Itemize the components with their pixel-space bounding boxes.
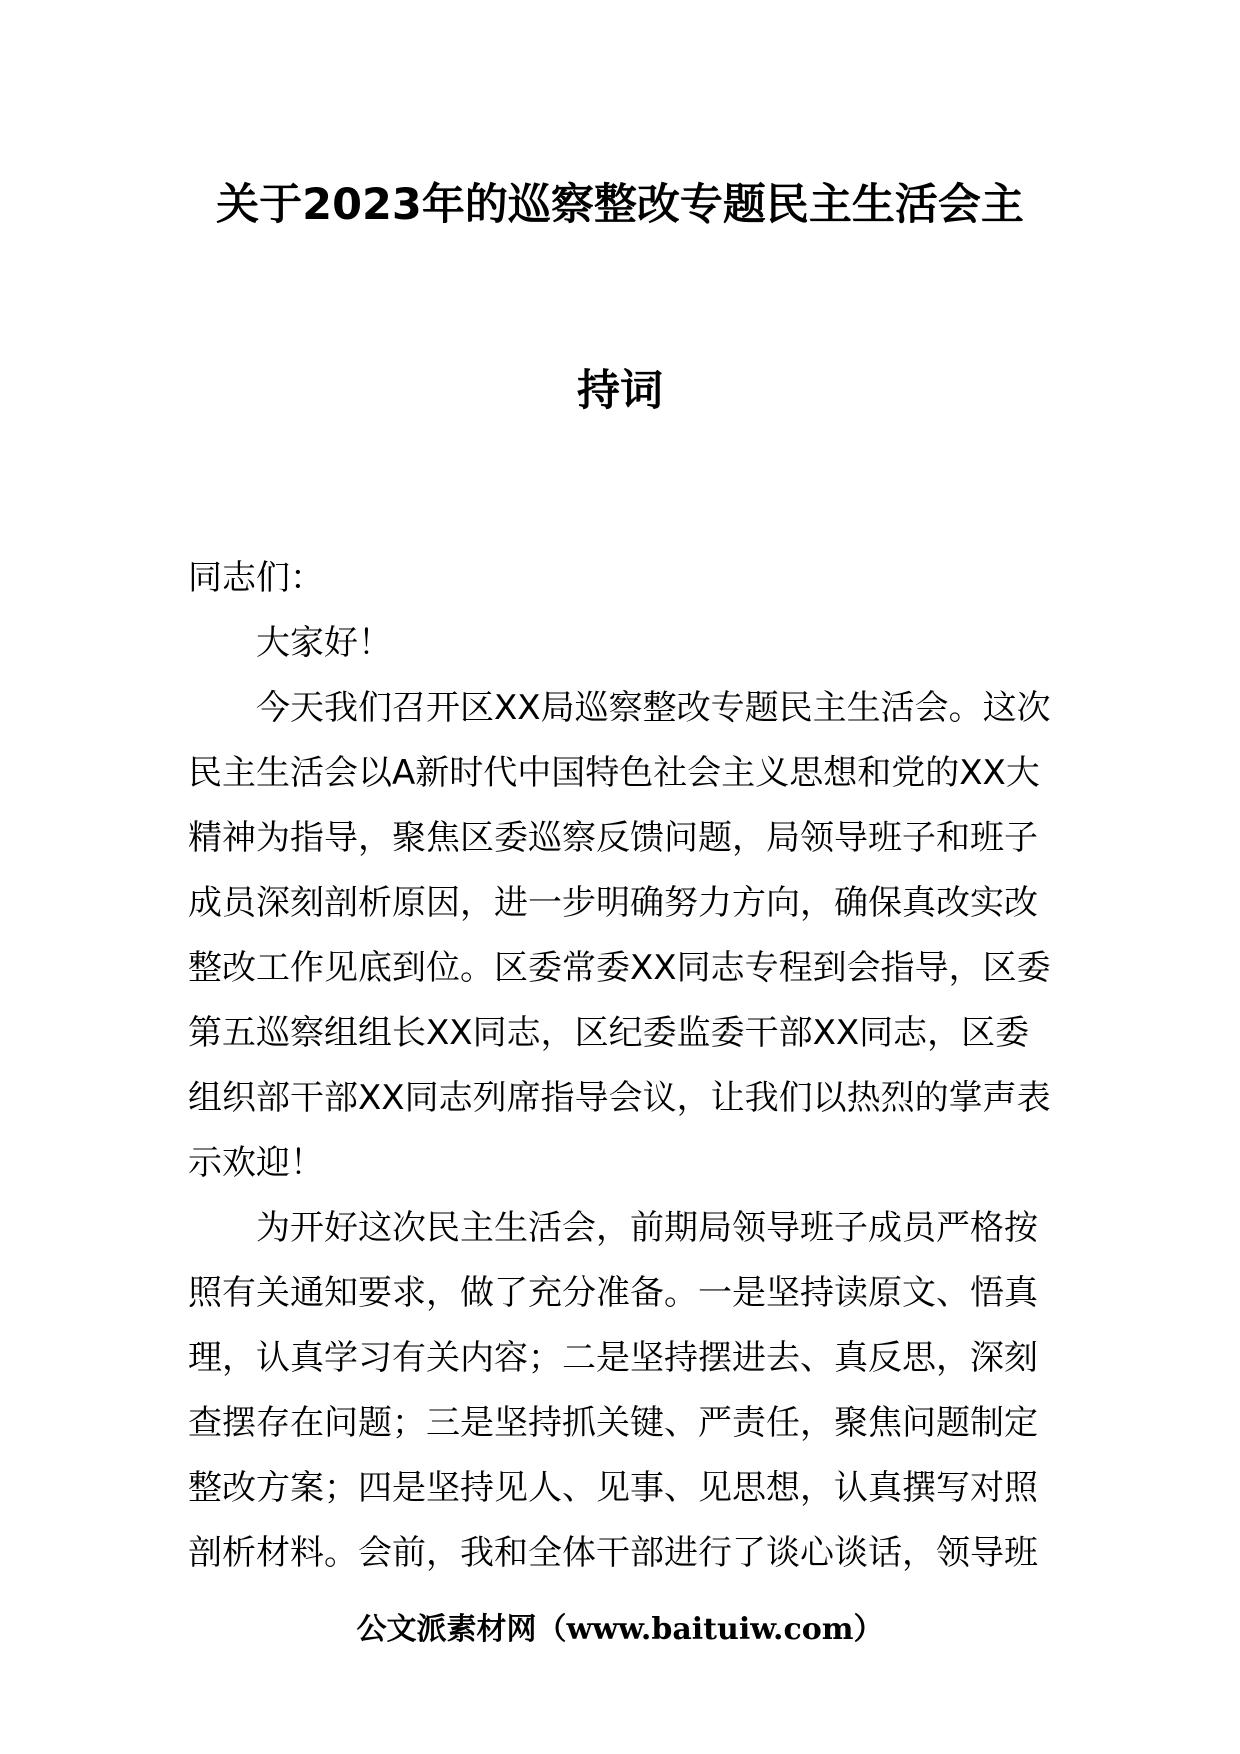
document-title-line-1: 关于2023年的巡察整改专题民主生活会主 bbox=[216, 180, 1024, 230]
paragraph-preparation: 为开好这次民主生活会，前期局领导班子成员严格按照有关通知要求，做了充分准备。一是坚持读原文、悟真理，认真学习有关内容；二是坚持摆进去、真反思，深刻查摆存在问题；三是坚持抓关键、严责任，聚焦问题制定整改方案；四是坚持见人、见事、见思想，认真撰写对照剖析材料。会前，我和全体干部进行了谈心谈话，领导班 bbox=[188, 1208, 1038, 1573]
watermark-footer: 公文派素材网（www.baituiw.com） bbox=[356, 1612, 884, 1647]
paragraph-opening: 今天我们召开区XX局巡察整改专题民主生活会。这次民主生活会以A新时代中国特色社会主义思想和党的XX大精神为指导，聚焦区委巡察反馈问题，局领导班子和班子成员深刻剖析原因，进一步明确努力方向，确保真改实改整改工作见底到位。区委常委XX同志专程到会指导，区委第五巡察组组长XX同志，区纪委监委干部XX同志，区委组织部干部XX同志列席指导会议，让我们以热烈的掌声表示欢迎！ bbox=[188, 688, 1051, 1183]
document-title-line-2: 持词 bbox=[577, 366, 663, 416]
paragraph-greeting: 大家好！ bbox=[256, 623, 392, 663]
salutation: 同志们： bbox=[188, 558, 324, 598]
document-body bbox=[188, 546, 1056, 1586]
